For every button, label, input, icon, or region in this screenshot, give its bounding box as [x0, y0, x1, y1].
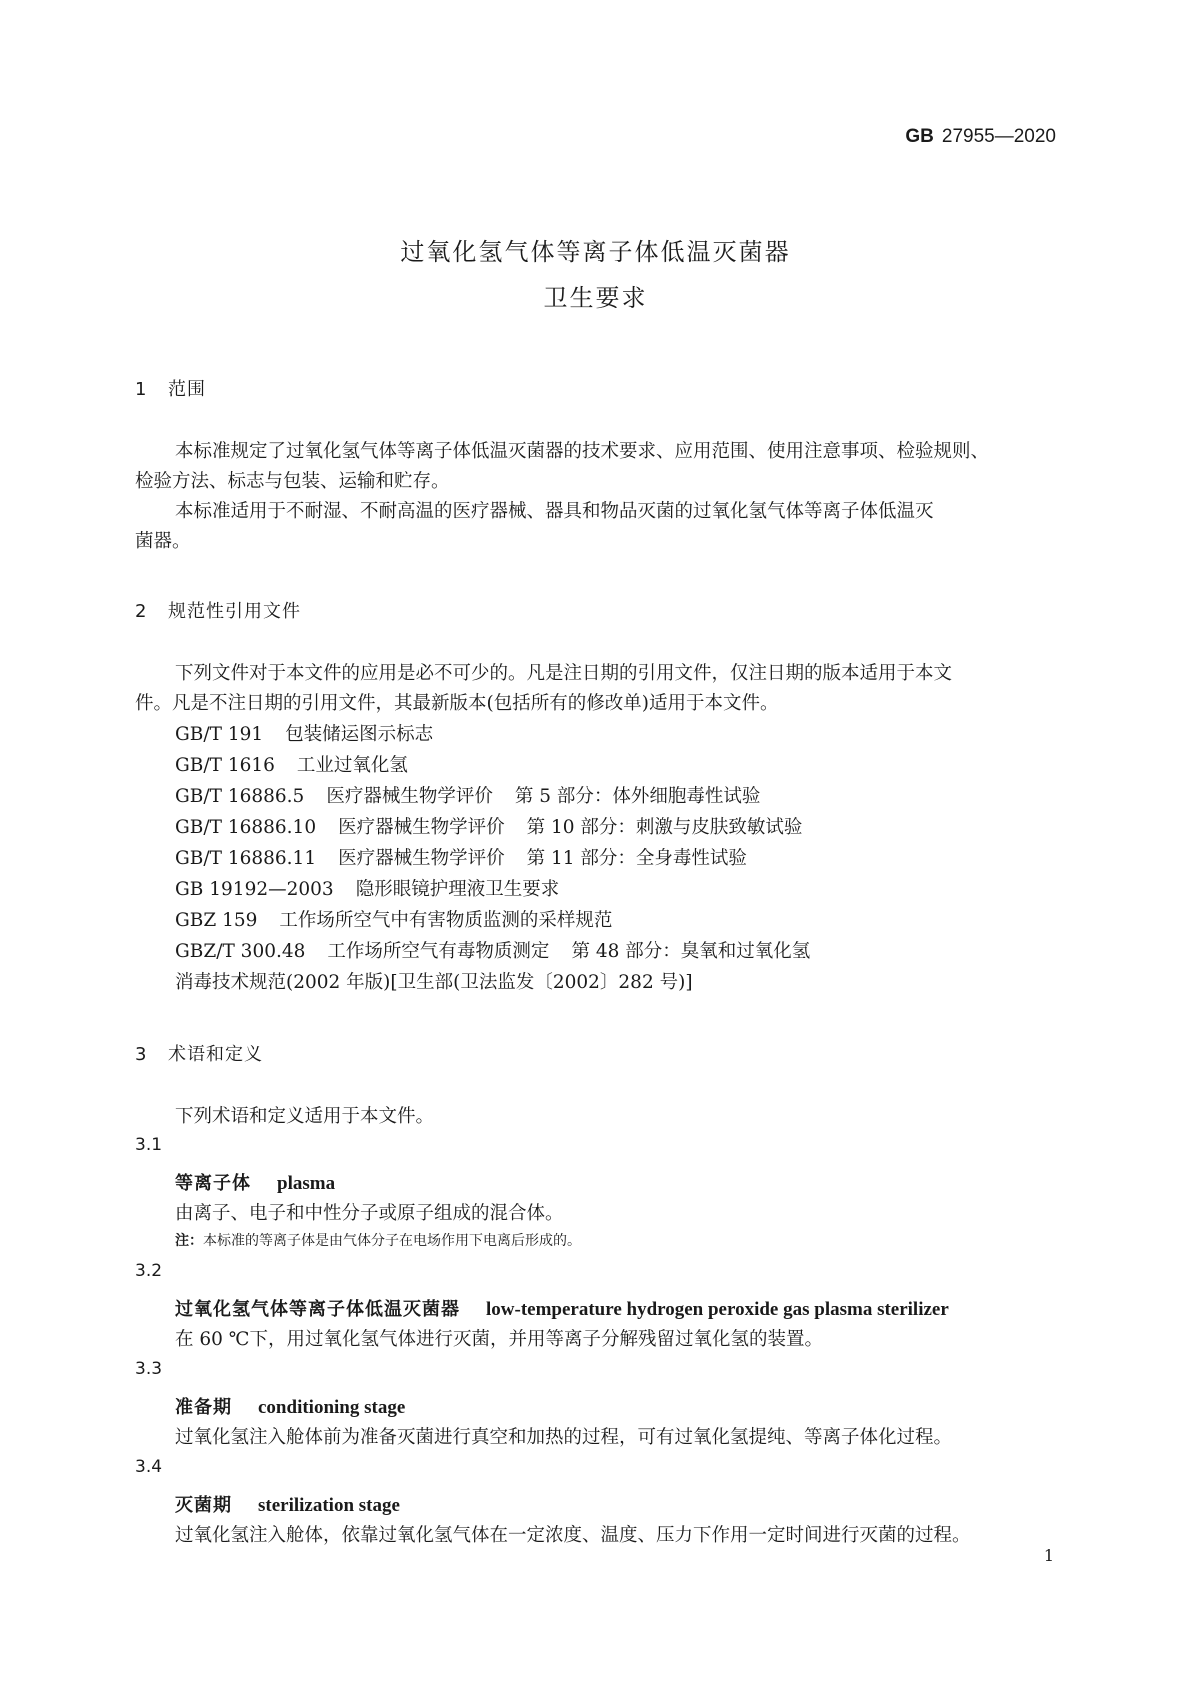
reference-title: 工作场所空气中有害物质监测的采样规范: [279, 910, 613, 931]
reference-item: [175, 906, 612, 932]
term-english: sterilization stage: [258, 1495, 400, 1516]
section-2-intro-line2: 件。凡是不注日期的引用文件，其最新版本(包括所有的修改单)适用于本文件。: [135, 693, 779, 714]
term-number: 3.3: [135, 1359, 163, 1379]
reference-code: GB 19192—2003: [175, 879, 334, 900]
reference-item: [175, 751, 408, 777]
term-note: [175, 1230, 581, 1250]
reference-item: [175, 844, 747, 870]
reference-code: GB/T 16886.11: [175, 848, 317, 869]
reference-item: [175, 813, 802, 839]
section-number: 3: [135, 1044, 147, 1065]
reference-part: 第 10 部分：刺激与皮肤致敏试验: [526, 817, 803, 838]
section-1-para1-line2: 检验方法、标志与包装、运输和贮存。: [135, 471, 450, 492]
section-2-intro-line1: 下列文件对于本文件的应用是必不可少的。凡是注日期的引用文件，仅注日期的版本适用于本文: [175, 663, 953, 684]
section-title: 术语和定义: [168, 1044, 263, 1065]
reference-code: GB/T 1616: [175, 755, 275, 776]
term-definition: 过氧化氢注入舱体，依靠过氧化氢气体在一定浓度、温度、压力下作用一定时间进行灭菌的过程。: [175, 1525, 971, 1546]
term-chinese: 等离子体: [175, 1173, 251, 1194]
reference-code: GBZ/T 300.48: [175, 941, 306, 962]
reference-item: [175, 875, 559, 901]
reference-part: 第 5 部分：体外细胞毒性试验: [514, 786, 761, 807]
section-1-para2-line1: 本标准适用于不耐湿、不耐高温的医疗器械、器具和物品灭菌的过氧化氢气体等离子体低温灭: [175, 501, 934, 522]
term-heading: [175, 1295, 949, 1321]
standard-code: 27955—2020: [941, 126, 1056, 147]
reference-title: 隐形眼镜护理液卫生要求: [355, 879, 560, 900]
reference-code: GB/T 16886.5: [175, 786, 305, 807]
term-chinese: 过氧化氢气体等离子体低温灭菌器: [175, 1299, 460, 1320]
term-definition: 由离子、电子和中性分子或原子组成的混合体。: [175, 1203, 564, 1224]
reference-code: GB/T 191: [175, 724, 264, 745]
reference-item: 消毒技术规范(2002 年版)[卫生部(卫法监发〔2002〕282 号)]: [175, 972, 693, 993]
section-1-para1-line1: 本标准规定了过氧化氢气体等离子体低温灭菌器的技术要求、应用范围、使用注意事项、检验规则、: [175, 441, 990, 462]
term-definition: 在 60 ℃下，用过氧化氢气体进行灭菌，并用等离子分解残留过氧化氢的装置。: [175, 1329, 823, 1350]
reference-code: GBZ 159: [175, 910, 258, 931]
section-3-intro: 下列术语和定义适用于本文件。: [175, 1106, 435, 1127]
document-title-line2: 卫生要求: [543, 284, 648, 312]
section-title: 规范性引用文件: [168, 601, 301, 622]
reference-title: 医疗器械生物学评价: [326, 786, 493, 807]
term-chinese: 灭菌期: [175, 1495, 232, 1516]
standard-number: [0, 126, 1056, 148]
reference-item: [175, 720, 433, 746]
section-number: 2: [135, 601, 147, 622]
standard-prefix: GB: [905, 126, 934, 147]
section-3-heading: [135, 1040, 263, 1066]
reference-title: 医疗器械生物学评价: [338, 848, 505, 869]
note-label: 注：: [175, 1233, 203, 1249]
section-1-para2-line2: 菌器。: [135, 531, 191, 552]
term-english: conditioning stage: [258, 1397, 406, 1418]
note-text: 本标准的等离子体是由气体分子在电场作用下电离后形成的。: [203, 1233, 581, 1249]
term-english: low-temperature hydrogen peroxide gas plasma sterilizer: [486, 1299, 949, 1320]
term-english: plasma: [277, 1173, 336, 1194]
section-2-heading: [135, 597, 301, 623]
term-number: 3.4: [135, 1457, 163, 1477]
term-heading: [175, 1491, 400, 1517]
term-number: 3.1: [135, 1135, 163, 1155]
term-heading: [175, 1169, 335, 1195]
page-number: 1: [1043, 1546, 1054, 1565]
term-heading: [175, 1393, 405, 1419]
term-definition: 过氧化氢注入舱体前为准备灭菌进行真空和加热的过程，可有过氧化氢提纯、等离子体化过程。: [175, 1427, 953, 1448]
reference-title: 工作场所空气有毒物质测定: [327, 941, 550, 962]
section-1-heading: [135, 375, 206, 401]
reference-code: GB/T 16886.10: [175, 817, 317, 838]
section-title: 范围: [168, 379, 206, 400]
reference-title: 工业过氧化氢: [296, 755, 408, 776]
reference-item: [175, 937, 810, 963]
section-number: 1: [135, 379, 147, 400]
term-chinese: 准备期: [175, 1397, 232, 1418]
reference-title: 包装储运图示标志: [285, 724, 434, 745]
reference-item: [175, 782, 760, 808]
term-number: 3.2: [135, 1261, 163, 1281]
reference-part: 第 48 部分：臭氧和过氧化氢: [571, 941, 811, 962]
reference-part: 第 11 部分：全身毒性试验: [526, 848, 747, 869]
document-title-line1: 过氧化氢气体等离子体低温灭菌器: [400, 238, 791, 266]
reference-title: 医疗器械生物学评价: [338, 817, 505, 838]
